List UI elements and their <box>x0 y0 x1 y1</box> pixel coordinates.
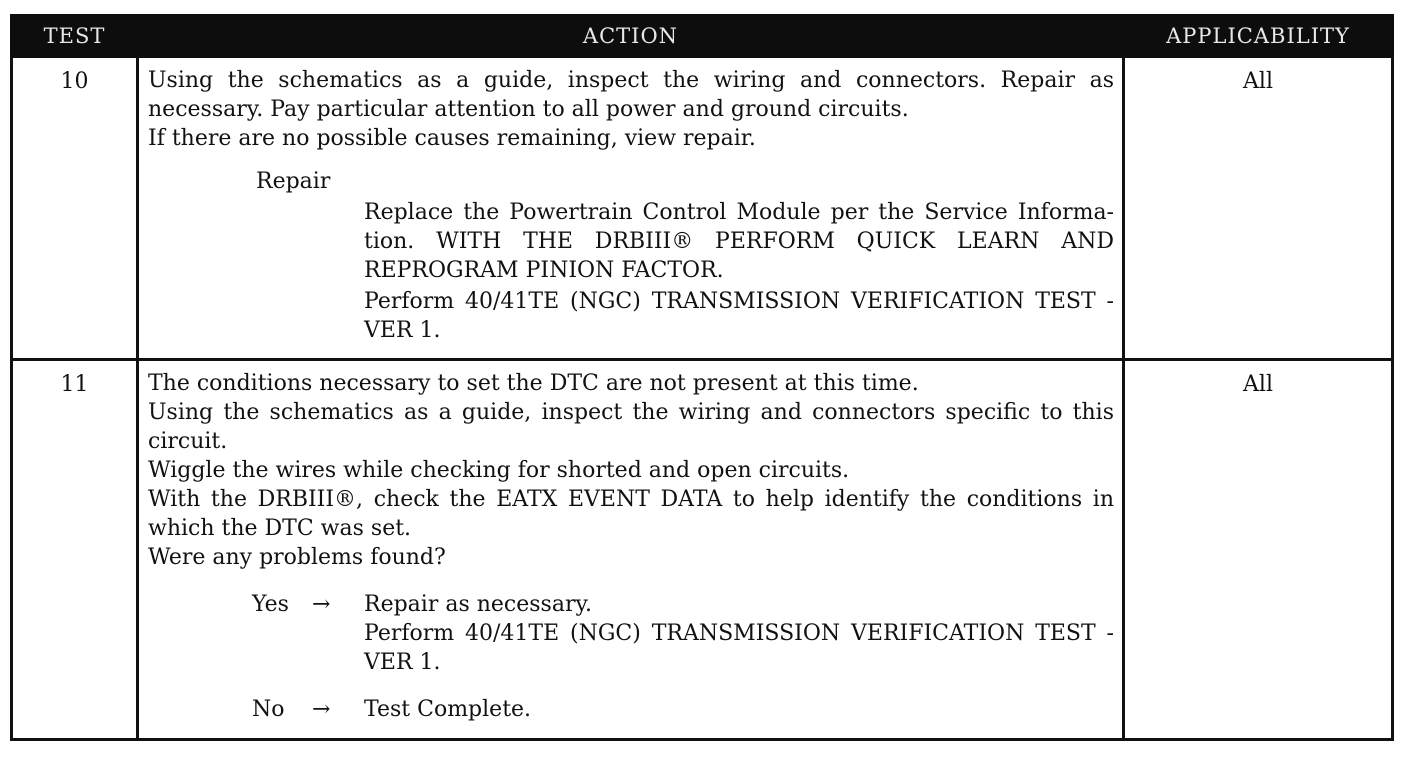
answer-label: Yes <box>252 592 289 617</box>
table-header-row <box>12 16 1393 57</box>
answer-text <box>364 695 1114 724</box>
action-paragraph: The conditions necessary to set the DTC are not present at this time. <box>148 371 919 396</box>
answer-line: Test Complete. <box>364 697 532 722</box>
answer-line: Repair as necessary. <box>364 592 592 617</box>
action-cell <box>138 57 1124 360</box>
action-paragraph: If there are no possible causes remaining, view repair. <box>148 126 756 151</box>
diagnostic-table <box>10 14 1394 741</box>
repair-instruction: Replace the Powertrain Control Module per the Service Informa-tion. WITH THE DRBIII® PERFORM QUICK LEARN AND REPROGRAM PINION FACTOR. <box>364 200 1114 283</box>
header-applicability: APPLICABILITY <box>1124 16 1393 57</box>
table-row-test-11 <box>12 360 1393 740</box>
header-test: TEST <box>12 16 138 57</box>
action-paragraph: Wiggle the wires while checking for shorted and open circuits. <box>148 458 850 483</box>
arrow-right-icon: → <box>312 697 331 722</box>
test-number: 10 <box>12 57 138 360</box>
action-paragraph: With the DRBIII®, check the EATX EVENT DATA to help identify the conditions in which the DTC was set. <box>148 487 1114 541</box>
arrow-right-icon: → <box>312 592 331 617</box>
action-paragraph: Using the schematics as a guide, inspect the wiring and connectors specific to this circuit. <box>148 400 1114 454</box>
answer-line: Perform 40/41TE (NGC) TRANSMISSION VERIFICATION TEST - VER 1. <box>364 621 1114 675</box>
answer-label: No <box>252 697 285 722</box>
applicability-value: All <box>1124 57 1393 360</box>
test-number: 11 <box>12 360 138 740</box>
answer-yes <box>148 590 1114 677</box>
action-cell <box>138 360 1124 740</box>
answer-text <box>364 590 1114 677</box>
applicability-value: All <box>1124 360 1393 740</box>
diagnostic-page <box>10 14 1391 762</box>
header-action: ACTION <box>138 16 1124 57</box>
table-row-test-10 <box>12 57 1393 360</box>
repair-label: Repair <box>256 169 331 194</box>
action-paragraph: Using the schematics as a guide, inspect the wiring and connectors. Repair as necessary. Pay particular attention to all power and ground circuits. <box>148 68 1114 122</box>
answer-no <box>148 695 1114 724</box>
action-paragraph: Were any problems found? <box>148 545 446 570</box>
repair-block <box>148 167 1114 345</box>
repair-instruction: Perform 40/41TE (NGC) TRANSMISSION VERIFICATION TEST - VER 1. <box>364 289 1114 343</box>
